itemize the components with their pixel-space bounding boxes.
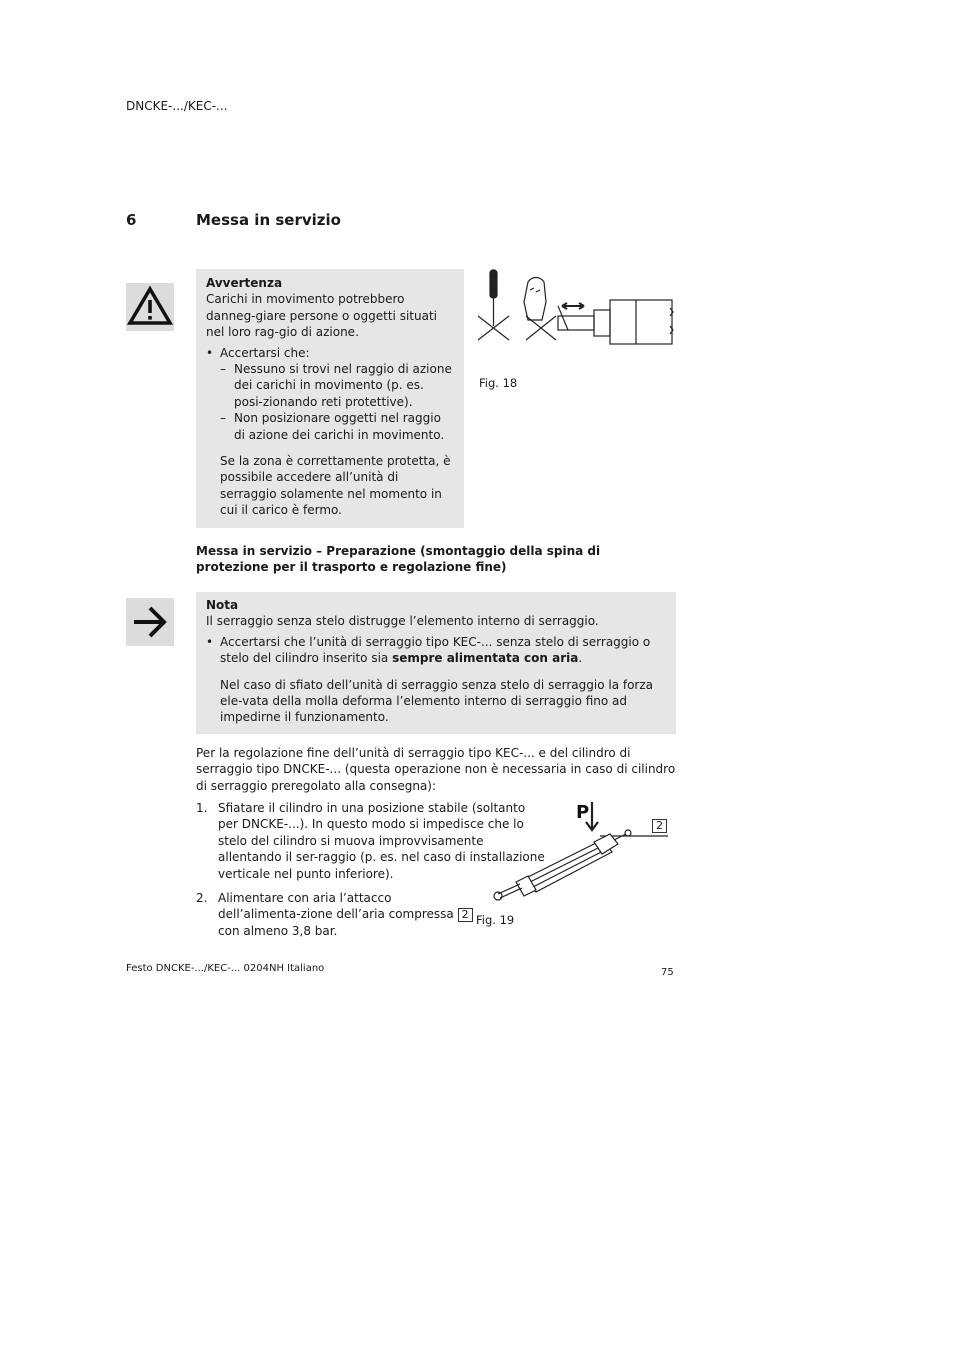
warning-extra: Se la zona è correttamente protetta, è possibile accedere all’unità di serraggio solamente nel momento in cui il carico è fermo.: [220, 454, 451, 518]
pressure-label: P: [576, 802, 590, 823]
warning-dash-text: Nessuno si trovi nel raggio di azione dei carichi in movimento (p. es. posi-zionando reti protettive).: [234, 362, 452, 409]
figure-19-callout: [652, 818, 667, 834]
page-header: DNCKE-.../KEC-...: [126, 99, 228, 113]
port-reference-2: 2: [458, 908, 473, 922]
step-text: [196, 890, 476, 939]
callout-number: 2: [652, 819, 667, 833]
step-number: 1.: [196, 801, 208, 815]
warning-text: Carichi in movimento potrebbero danneg-giare persone o oggetti situati nel loro rag-gio di azione.: [206, 292, 437, 340]
step-text: Sfiatare il cilindro in una posizione stabile (soltanto per DNCKE-...). In questo modo si impedisce che lo stelo del cilindro si muova improvvisamente allentando il ser-raggio (p. es. nel caso di installazione verticale nel punto inferiore).: [218, 801, 545, 881]
footer-text: Festo DNCKE-.../KEC-... 0204NH Italiano: [126, 963, 325, 974]
warning-icon: [126, 283, 174, 331]
note-extra: Nel caso di sfiato dell’unità di serraggio senza stelo di serraggio la forza ele-vata della molla deforma l’elemento interno di serraggio fino ad impedirne il funzionamento.: [220, 677, 654, 725]
figure-18-caption: Fig. 18: [479, 376, 518, 390]
section-number: 6: [126, 211, 137, 229]
page-number: 75: [661, 967, 674, 978]
intro-paragraph: Per la regolazione fine dell’unità di serraggio tipo KEC-... e del cilindro di serraggio tipo DNCKE-... (questa operazione non è necessaria in caso di cilindro di serraggio preregolato alla consegna):: [196, 746, 676, 793]
note-text: Il serraggio senza stelo distrugge l’elemento interno di serraggio.: [206, 614, 599, 629]
warning-bullet: • Accertarsi che:: [206, 345, 454, 361]
warning-dash-text: Non posizionare oggetti nel raggio di azione dei carichi in movimento.: [234, 411, 445, 442]
step-2-text-end: con almeno 3,8 bar.: [218, 923, 338, 938]
note-bullet-end: .: [578, 651, 583, 666]
figure-19-caption: Fig. 19: [476, 913, 515, 927]
figure-18-illustration: [476, 268, 676, 346]
note-title: Nota: [206, 598, 239, 612]
warning-box: [196, 269, 464, 528]
note-box: [196, 592, 676, 734]
warning-dash-item: – Non posizionare oggetti nel raggio di azione dei carichi in movimento.: [220, 411, 445, 442]
note-bullet-text: Accertarsi che l’unità di serraggio tipo KEC-... senza stelo di serraggio o stelo del cilindro inserito sia: [220, 634, 651, 666]
section-title: Messa in servizio: [196, 211, 341, 229]
warning-title: Avvertenza: [206, 276, 283, 290]
step-number: 2.: [196, 891, 208, 905]
step-2-text: Alimentare con aria l’attacco dell’alimenta-zione dell’aria compressa: [218, 891, 458, 922]
subsection-heading: Messa in servizio – Preparazione (smontaggio della spina di protezione per il trasporto e regolazione fine): [196, 544, 601, 575]
note-arrow-icon: [126, 598, 174, 646]
step-2: [196, 890, 476, 939]
note-bullet: [206, 634, 666, 667]
note-bullet-emphasis: sempre alimentata con aria: [392, 651, 579, 666]
figure-19-illustration: [476, 798, 676, 906]
warning-dash-item: – Nessuno si trovi nel raggio di azione dei carichi in movimento (p. es. posi-zionando reti protettive).: [220, 362, 452, 409]
